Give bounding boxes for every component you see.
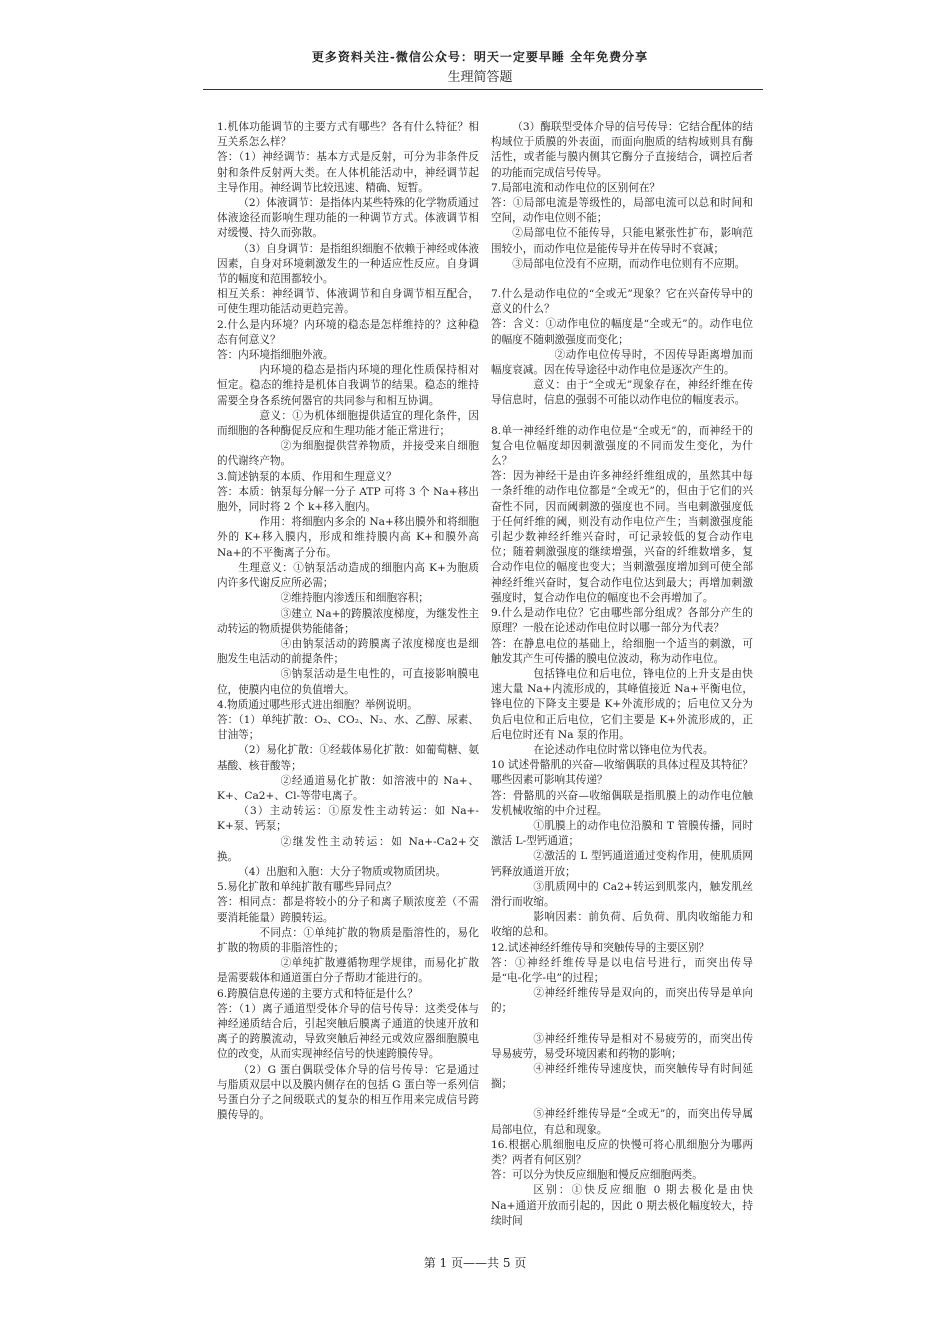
paragraph: 答：①神经纤维传导是以电信号进行，而突出传导是“电-化学-电”的过程；	[491, 956, 753, 984]
paragraph: 8.单一神经纤维的动作电位是“全或无”的，而神经干的复合电位幅度却因刺激强度的不同而发生变化，为什么？	[491, 424, 753, 468]
paragraph: ②激活的 L 型钙通道通过变构作用，使肌质网钙释放通道开放；	[491, 850, 753, 878]
paragraph: ②神经纤维传导是双向的，而突出传导是单向的；	[491, 987, 753, 1015]
paragraph: ②维持胞内渗透压和细胞容积；	[280, 592, 429, 605]
paragraph: 相互关系：神经调节、体液调节和自身调节相互配合，可使生理功能活动更趋完善。	[217, 288, 479, 316]
paragraph: ②为细胞提供营养物质，并接受来自细胞的代谢终产物。	[217, 440, 479, 468]
paragraph: 答：（1）神经调节：基本方式是反射，可分为非条件反射和条件反射两大类。在人体机能活动中，神经调节起主导作用。神经调节比较迅速、精确、短暂。	[217, 151, 479, 194]
paragraph: ②单纯扩散遵循物理学规律，而易化扩散是需要载体和通道蛋白分子帮助才能进行的。	[217, 957, 479, 985]
left-column	[217, 120, 479, 1123]
paragraph: 3.简述钠泵的本质、作用和生理意义？	[217, 470, 397, 483]
paragraph: （3）自身调节：是指组织细胞不依赖于神经或体液因素，自身对环境刺激发生的一种适应性反应。自身调节的幅度和范围都较小。	[217, 242, 479, 286]
paragraph: 作用：将细胞内多余的 Na+移出膜外和将细胞外的 K+移入膜内，形成和维持膜内高 K+和膜外高 Na+的不平衡离子分布。	[217, 516, 479, 559]
paragraph: ③局部电位没有不应期，而动作电位则有不应期。	[512, 257, 746, 270]
paragraph: （2）易化扩散：①经载体易化扩散：如葡萄糖、氨基酸、核苷酸等；	[217, 744, 479, 772]
paragraph: 在论述动作电位时常以锋电位为代表。	[533, 743, 714, 756]
paragraph: ①肌膜上的动作电位沿膜和 T 管膜传播，同时激活 L-型钙通道；	[491, 819, 753, 848]
paragraph: （3）酶联型受体介导的信号传导：它结合配体的结构域位于质膜的外表面，而面向胞质的结构域则具有酶活性，或者能与膜内侧其它酶分子直接结合，调控后者的功能而完成信号传导。	[491, 121, 753, 179]
paragraph: 2.什么是内环境？内环境的稳态是怎样维持的？这种稳态有何意义？	[217, 318, 479, 346]
paragraph: 生理意义：①钠泵活动造成的细胞内高 K+为胞质内许多代谢反应所必需；	[217, 561, 479, 590]
paragraph: ②继发性主动转运：如 Na+-Ca2+交换。	[217, 835, 479, 863]
paragraph: 答：相同点：都是将较小的分子和离子顺浓度差（不需要消耗能量）跨膜转运。	[217, 896, 479, 924]
paragraph: 意义：①为机体细胞提供适宜的理化条件，因而细胞的各种酶促反应和生理功能才能正常进行；	[217, 409, 479, 438]
paragraph: 答：（1）单纯扩散：O₂、CO₂、N₂、水、乙醇、尿素、甘油等；	[217, 713, 479, 742]
paragraph: 答：①局部电流是等级性的，局部电流可以总和时间和空间，动作电位则不能；	[491, 197, 753, 225]
paragraph: ②局部电位不能传导，只能电紧张性扩布，影响范围较小，而动作电位是能传导并在传导时不衰减；	[491, 227, 753, 255]
paragraph: ③肌质网中的 Ca2+转运到肌浆内，触发肌丝滑行而收缩。	[491, 880, 753, 908]
paragraph: 答：因为神经干是由许多神经纤维组成的，虽然其中每一条纤维的动作电位都是“全或无”的，但由于它们的兴奋性不同，因而阈刺激的强度也不同。当电刺激强度低于任何纤维的阈，则没有动作电位产生；当刺激强度能引起少数神经纤维兴奋时，可记录较低的复合动作电位；随着刺激强度的继续增强，兴奋的纤维数增多，复合动作电位的幅度也变大；当刺激强度增加到可使全部神经纤维兴奋时，复合动作电位达到最大；再增加刺激强度时，复合动作电位的幅度也不会再增加了。	[491, 470, 753, 604]
paragraph: 12.试述神经纤维传导和突触传导的主要区别？	[491, 941, 710, 954]
paragraph: （3）主动转运：①原发性主动转运：如 Na+-K+泵、钙泵；	[217, 805, 479, 833]
paragraph: 意义：由于“全或无”现象存在，神经纤维在传导信息时，信息的强弱不可能以动作电位的幅度表示。	[491, 379, 753, 407]
paragraph: ④神经纤维传导速度快，而突触传导有时间延搁；	[491, 1062, 753, 1091]
paragraph: 不同点：①单纯扩散的物质是脂溶性的，易化扩散的物质的非脂溶性的；	[217, 926, 479, 954]
paragraph: 5.易化扩散和单纯扩散有哪些异同点？	[217, 881, 397, 894]
page-header	[200, 48, 760, 88]
document-title: 生理简答题	[447, 70, 513, 85]
paragraph: 答：在静息电位的基础上，给细胞一个适当的刺激，可触发其产生可传播的膜电位波动，称为动作电位。	[491, 637, 753, 665]
promo-banner: 更多资料关注-微信公众号：明天一定要早睡 全年免费分享	[311, 50, 649, 64]
paragraph: （2）G 蛋白偶联受体介导的信号传导：它是通过与脂质双层中以及膜内侧存在的包括 G 蛋白等一系列信号蛋白分子之间级联式的复杂的相互作用来完成信号跨膜传导的。	[217, 1063, 479, 1122]
paragraph: ②动作电位传导时，不因传导距离增加而幅度衰减。因在传导途径中动作电位是逐次产生的。	[491, 348, 753, 377]
paragraph: ⑤神经纤维传导是“全或无”的，而突出传导属局部电位，有总和现象。	[491, 1108, 753, 1136]
paragraph: 答：（1）离子通道型受体介导的信号传导：这类受体与神经递质结合后，引起突触后膜离子通道的快速开放和离子的跨膜流动，导致突触后神经元或效应器细胞膜电位的改变，从而实现神经信号的快速跨膜传导。	[217, 1002, 479, 1061]
page-footer: 第 1 页——共 5 页	[423, 1256, 527, 1270]
paragraph: ⑤钠泵活动是生电性的，可直接影响膜电位，使膜内电位的负值增大。	[217, 668, 479, 696]
paragraph: 答：含义：①动作电位的幅度是“全或无”的。动作电位的幅度不随刺激强度而变化；	[491, 318, 753, 346]
paragraph: 内环境的稳态是指内环境的理化性质保持相对恒定。稳态的维持是机体自我调节的结果。稳态的维持需要全身各系统何器官的共同参与和相互协调。	[217, 364, 479, 407]
paragraph: 区别：①快反应细胞 0 期去极化是由快 Na+通道开放而引起的，因此 0 期去极化幅度较大，持续时间	[491, 1184, 753, 1227]
paragraph: 7.局部电流和动作电位的区别何在？	[491, 181, 661, 194]
paragraph: 6.跨膜信息传递的主要方式和特征是什么？	[217, 987, 418, 1000]
paragraph: 答：内环境指细胞外液。	[217, 349, 334, 362]
paragraph: 9.什么是动作电位？它由哪些部分组成？各部分产生的原理？一般在论述动作电位时以哪一部分为代表？	[491, 607, 753, 635]
paragraph: 答：本质：钠泵每分解一分子 ATP 可将 3 个 Na+移出胞外，同时将 2 个 k+移入胞内。	[217, 485, 479, 514]
paragraph: 10 试述骨骼肌的兴奋—收缩偶联的具体过程及其特征？哪些因素可影响其传递？	[491, 759, 753, 787]
paragraph: 7.什么是动作电位的“全或无”现象？它在兴奋传导中的意义的什么？	[491, 288, 753, 316]
paragraph: （4）出胞和入胞：大分子物质或物质团块。	[238, 865, 447, 878]
paragraph: ③建立 Na+的跨膜浓度梯度，为继发性主动转运的物质提供势能储备；	[217, 607, 479, 635]
paragraph: 1.机体功能调节的主要方式有哪些？各有什么特征？相互关系怎么样？	[217, 121, 479, 149]
right-column	[491, 120, 753, 1229]
paragraph: 影响因素：前负荷、后负荷、肌肉收缩能力和收缩的总和。	[491, 911, 753, 939]
paragraph: 16.根据心肌细胞电反应的快慢可将心肌细胞分为哪两类？两者有何区别？	[491, 1138, 753, 1166]
header-rule	[203, 89, 763, 90]
paragraph: 答：骨骼肌的兴奋—收缩偶联是指肌膜上的动作电位触发机械收缩的中介过程。	[491, 789, 753, 817]
paragraph: 4.物质通过哪些形式进出细胞？举例说明。	[217, 698, 418, 711]
paragraph: ②经通道易化扩散：如溶液中的 Na+、K+、Ca2+、Cl-等带电离子。	[217, 774, 479, 802]
paragraph: 包括锋电位和后电位，锋电位的上升支是由快速大量 Na+内流形成的，其峰值接近 Na+平衡电位，锋电位的下降支主要是 K+外流形成的；后电位又分为负后电位和正后电位，它们主要是 K+外流形成的，正后电位时还有 Na 泵的作用。	[491, 667, 753, 741]
paragraph: 答：可以分为快反应细胞和慢反应细胞两类。	[491, 1169, 703, 1182]
paragraph: ④由钠泵活动的跨膜离子浓度梯度也是细胞发生电活动的前提条件；	[217, 637, 479, 666]
paragraph: ③神经纤维传导是相对不易疲劳的，而突出传导易疲劳，易受环境因素和药物的影响；	[491, 1032, 753, 1060]
paragraph: （2）体液调节：是指体内某些特殊的化学物质通过体液途径而影响生理功能的一种调节方式。体液调节相对缓慢、持久而弥散。	[217, 197, 479, 240]
